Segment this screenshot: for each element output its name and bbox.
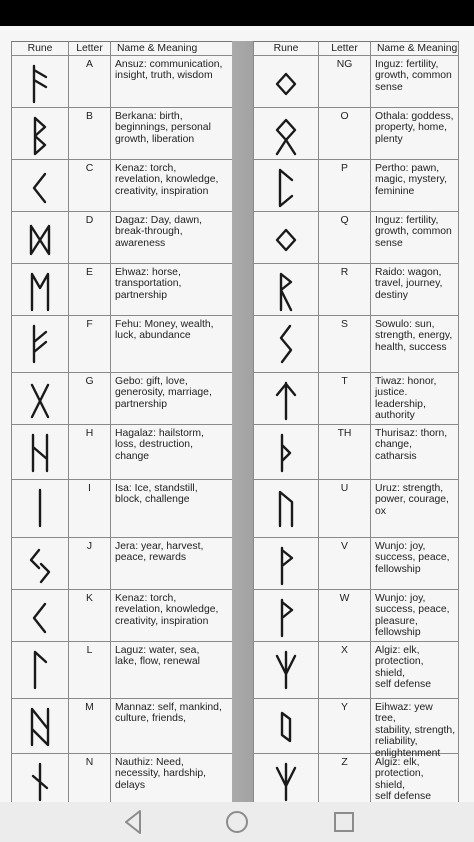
name-meaning-cell: Tiwaz: honor, justice. leadership, authority: [371, 373, 459, 424]
kenaz-rune: [28, 598, 52, 638]
table-row: [12, 538, 233, 590]
table-row: [12, 264, 233, 316]
header-name-meaning: Name & Meaning: [111, 42, 233, 55]
mannaz-rune: [28, 707, 52, 747]
rune-cell: [12, 754, 69, 802]
letter-cell: P: [319, 160, 371, 211]
table-row: [254, 642, 459, 699]
name-meaning-cell: Isa: Ice, standstill, block, challenge: [111, 480, 233, 537]
table-row: [12, 373, 233, 425]
rune-chart-page: [0, 26, 474, 802]
letter-cell: W: [319, 590, 371, 641]
table-row: [254, 480, 459, 538]
rune-cell: [254, 373, 319, 424]
name-meaning-cell: Kenaz: torch, revelation, knowledge, creativity, inspiration: [111, 160, 233, 211]
hagalaz-rune: [28, 433, 52, 473]
rune-cell: [254, 264, 319, 315]
gebo-rune: [28, 381, 52, 421]
letter-cell: D: [69, 212, 111, 263]
letter-cell: L: [69, 642, 111, 698]
back-triangle-icon: [123, 802, 145, 842]
name-meaning-cell: Othala: goddess, property, home, plenty: [371, 108, 459, 159]
letter-cell: R: [319, 264, 371, 315]
name-meaning-cell: Hagalaz: hailstorm, loss, destruction, change: [111, 425, 233, 479]
name-meaning-cell: Ansuz: communication, insight, truth, wisdom: [111, 56, 233, 107]
rune-cell: [12, 642, 69, 698]
letter-cell: NG: [319, 56, 371, 107]
name-meaning-cell: Wunjo: joy, success, peace, fellowship: [371, 538, 459, 589]
inguz-rune: [274, 220, 298, 260]
name-meaning-cell: Nauthiz: Need, necessity, hardship, delays: [111, 754, 233, 802]
name-meaning-cell: Jera: year, harvest, peace, rewards: [111, 538, 233, 589]
name-meaning-cell: Berkana: birth, beginnings, personal growth, liberation: [111, 108, 233, 159]
rune-cell: [12, 699, 69, 753]
rune-cell: [12, 538, 69, 589]
table-row: [12, 212, 233, 264]
name-meaning-cell: Inguz: fertility, growth, common sense: [371, 56, 459, 107]
name-meaning-cell: Raido: wagon, travel, journey, destiny: [371, 264, 459, 315]
table-row: [254, 590, 459, 642]
header-rune: Rune: [254, 42, 319, 55]
ehwaz-rune: [28, 272, 52, 312]
table-row: [254, 699, 459, 759]
inguz-rune: [274, 64, 298, 104]
name-meaning-cell: Fehu: Money, wealth, luck, abundance: [111, 316, 233, 372]
table-row: [12, 160, 233, 212]
wunjo-rune: [274, 546, 298, 586]
letter-cell: N: [69, 754, 111, 802]
table-row: [254, 373, 459, 425]
table-row: [254, 538, 459, 590]
letter-cell: U: [319, 480, 371, 537]
name-meaning-cell: Kenaz: torch, revelation, knowledge, creativity, inspiration: [111, 590, 233, 641]
table-row: [12, 754, 233, 802]
home-circle-icon: [226, 802, 248, 842]
raido-rune: [274, 272, 298, 312]
rune-cell: [254, 212, 319, 263]
name-meaning-cell: Eihwaz: yew tree, stability, strength, reliability, enlightenment: [371, 699, 459, 753]
letter-cell: J: [69, 538, 111, 589]
table-row: [254, 56, 459, 108]
rune-cell: [254, 425, 319, 479]
table-row: [254, 160, 459, 212]
table-row: [254, 754, 459, 802]
rune-table-left: [11, 41, 233, 802]
recents-button[interactable]: [314, 802, 374, 842]
header-letter: Letter: [69, 42, 111, 55]
laguz-rune: [28, 650, 52, 690]
rune-table-right: [253, 41, 459, 802]
header-letter: Letter: [319, 42, 371, 55]
name-meaning-cell: Algiz: elk, protection, shield, self defense: [371, 642, 459, 698]
table-row: [254, 264, 459, 316]
table-row: [254, 108, 459, 160]
rune-cell: [12, 373, 69, 424]
thurisaz-rune: [274, 433, 298, 473]
nauthiz-rune: [28, 762, 52, 802]
isa-rune: [28, 488, 52, 528]
name-meaning-cell: Pertho: pawn, magic, mystery, feminine: [371, 160, 459, 211]
letter-cell: Y: [319, 699, 371, 753]
table-row: [254, 212, 459, 264]
letter-cell: G: [69, 373, 111, 424]
berkana-rune: [28, 116, 52, 156]
table-row: [12, 590, 233, 642]
table-row: [254, 316, 459, 373]
tiwaz-rune: [274, 381, 298, 421]
home-button[interactable]: [207, 802, 267, 842]
table-row: [12, 316, 233, 373]
table-row: [254, 425, 459, 480]
name-meaning-cell: Mannaz: self, mankind, culture, friends,: [111, 699, 233, 753]
name-meaning-cell: Uruz: strength, power, courage, ox: [371, 480, 459, 537]
rune-cell: [12, 316, 69, 372]
othala-rune: [274, 116, 298, 156]
name-meaning-cell: Thurisaz: thorn, change, catharsis: [371, 425, 459, 479]
rune-cell: [254, 699, 319, 753]
header-name-meaning: Name & Meaning: [371, 42, 459, 55]
table-row: [12, 425, 233, 480]
letter-cell: K: [69, 590, 111, 641]
name-meaning-cell: Inguz: fertility, growth, common sense: [371, 212, 459, 263]
rune-cell: [254, 754, 319, 802]
letter-cell: Z: [319, 754, 371, 802]
jera-rune: [28, 546, 52, 586]
name-meaning-cell: Ehwaz: horse, transportation, partnership: [111, 264, 233, 315]
letter-cell: E: [69, 264, 111, 315]
rune-cell: [12, 264, 69, 315]
status-bar: [0, 0, 474, 26]
dagaz-rune: [28, 220, 52, 260]
sowulo-rune: [274, 324, 298, 364]
rune-cell: [254, 538, 319, 589]
table-row: [12, 56, 233, 108]
navigation-bar: [0, 802, 474, 842]
recents-square-icon: [333, 802, 355, 842]
rune-cell: [12, 108, 69, 159]
eihwaz-rune: [274, 707, 298, 747]
rune-cell: [12, 480, 69, 537]
table-row: [12, 480, 233, 538]
name-meaning-cell: Gebo: gift, love, generosity, marriage, partnership: [111, 373, 233, 424]
letter-cell: S: [319, 316, 371, 372]
letter-cell: F: [69, 316, 111, 372]
table-row: [12, 699, 233, 754]
rune-cell: [254, 316, 319, 372]
rune-cell: [12, 160, 69, 211]
letter-cell: B: [69, 108, 111, 159]
name-meaning-cell: Dagaz: Day, dawn, break-through, awareness: [111, 212, 233, 263]
rune-cell: [12, 590, 69, 641]
name-meaning-cell: Sowulo: sun, strength, energy, health, success: [371, 316, 459, 372]
letter-cell: T: [319, 373, 371, 424]
name-meaning-cell: Laguz: water, sea, lake, flow, renewal: [111, 642, 233, 698]
letter-cell: V: [319, 538, 371, 589]
table-header-row: [254, 42, 459, 56]
letter-cell: O: [319, 108, 371, 159]
letter-cell: C: [69, 160, 111, 211]
rune-cell: [254, 56, 319, 107]
rune-cell: [12, 212, 69, 263]
table-row: [12, 108, 233, 160]
rune-cell: [254, 642, 319, 698]
table-header-row: [12, 42, 233, 56]
pertho-rune: [274, 168, 298, 208]
rune-cell: [12, 425, 69, 479]
kenaz-rune: [28, 168, 52, 208]
rune-cell: [254, 108, 319, 159]
algiz-rune: [274, 650, 298, 690]
header-rune: Rune: [12, 42, 69, 55]
rune-cell: [12, 56, 69, 107]
table-row: [12, 642, 233, 699]
back-button[interactable]: [104, 802, 164, 842]
center-divider: [232, 41, 253, 802]
rune-cell: [254, 590, 319, 641]
name-meaning-cell: Wunjo: joy, success, peace, pleasure, fellowship: [371, 590, 459, 641]
letter-cell: H: [69, 425, 111, 479]
name-meaning-cell: Algiz: elk, protection, shield, self defense: [371, 754, 459, 802]
wunjo-rune: [274, 598, 298, 638]
fehu-rune: [28, 324, 52, 364]
rune-cell: [254, 480, 319, 537]
letter-cell: Q: [319, 212, 371, 263]
letter-cell: A: [69, 56, 111, 107]
letter-cell: M: [69, 699, 111, 753]
uruz-rune: [274, 488, 298, 528]
rune-cell: [254, 160, 319, 211]
ansuz-rune: [28, 64, 52, 104]
algiz-rune: [274, 762, 298, 802]
letter-cell: TH: [319, 425, 371, 479]
letter-cell: X: [319, 642, 371, 698]
letter-cell: I: [69, 480, 111, 537]
